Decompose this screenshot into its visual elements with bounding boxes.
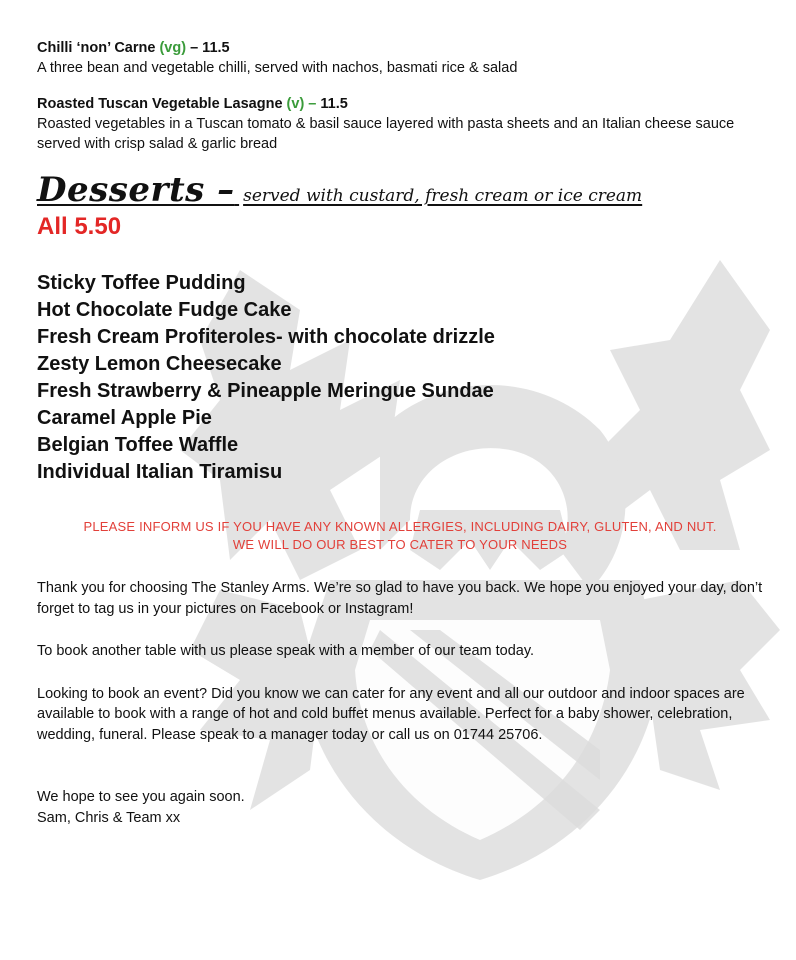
dessert-item: Caramel Apple Pie [37, 407, 212, 429]
desserts-title: Desserts – [37, 170, 235, 210]
dessert-item: Fresh Strawberry & Pineapple Meringue Sundae [37, 380, 494, 402]
thanks-paragraph: Thank you for choosing The Stanley Arms. We’re so glad to have you back. We hope you enjoyed your day, don’t forget to tag us in your pictures on Facebook or Instagram! [37, 580, 763, 617]
dish-price: 11.5 [320, 96, 348, 112]
vegan-tag: (vg) [159, 40, 187, 56]
dish-chilli [37, 38, 767, 78]
dish-name: Chilli ‘non’ Carne [37, 40, 156, 56]
vegetarian-tag: (v) – [286, 96, 317, 112]
dish-title [37, 94, 767, 114]
dish-title [37, 38, 767, 58]
dessert-item: Hot Chocolate Fudge Cake [37, 299, 292, 321]
menu-page [37, 38, 767, 828]
dessert-item: Sticky Toffee Pudding [37, 272, 246, 294]
signoff-line: We hope to see you again soon. [37, 789, 245, 805]
signoff-signature: Sam, Chris & Team xx [37, 809, 181, 826]
dessert-list [37, 270, 767, 486]
dish-lasagne [37, 94, 767, 154]
desserts-price: All 5.50 [37, 213, 122, 240]
desserts-heading [37, 170, 767, 210]
desserts-subtitle: served with custard, fresh cream or ice cream [243, 186, 643, 206]
allergy-line: PLEASE INFORM US IF YOU HAVE ANY KNOWN ALLERGIES, INCLUDING DAIRY, GLUTEN, AND NUT. [83, 519, 717, 534]
dessert-item: Fresh Cream Profiteroles- with chocolate drizzle [37, 326, 495, 348]
dessert-item: Zesty Lemon Cheesecake [37, 353, 282, 375]
dish-description: Roasted vegetables in a Tuscan tomato & basil sauce layered with pasta sheets and an Italian cheese sauce served with crisp salad & garlic bread [37, 116, 735, 152]
dessert-item: Belgian Toffee Waffle [37, 434, 239, 456]
dish-description: A three bean and vegetable chilli, served with nachos, basmati rice & salad [37, 60, 518, 76]
events-paragraph: Looking to book an event? Did you know we can cater for any event and all our outdoor and indoor spaces are available to book with a range of hot and cold buffet menus available. Perfect for a baby shower, celebration, wedding, funeral. Please speak to a manager today or call us on 01744 25706. [37, 685, 745, 743]
signoff [37, 787, 767, 828]
dish-price: – 11.5 [190, 40, 230, 56]
allergy-line: WE WILL DO OUR BEST TO CATER TO YOUR NEEDS [232, 537, 568, 552]
dessert-item: Individual Italian Tiramisu [37, 461, 283, 483]
allergy-notice [37, 518, 763, 554]
dish-name: Roasted Tuscan Vegetable Lasagne [37, 96, 283, 112]
book-table-paragraph: To book another table with us please speak with a member of our team today. [37, 643, 535, 659]
